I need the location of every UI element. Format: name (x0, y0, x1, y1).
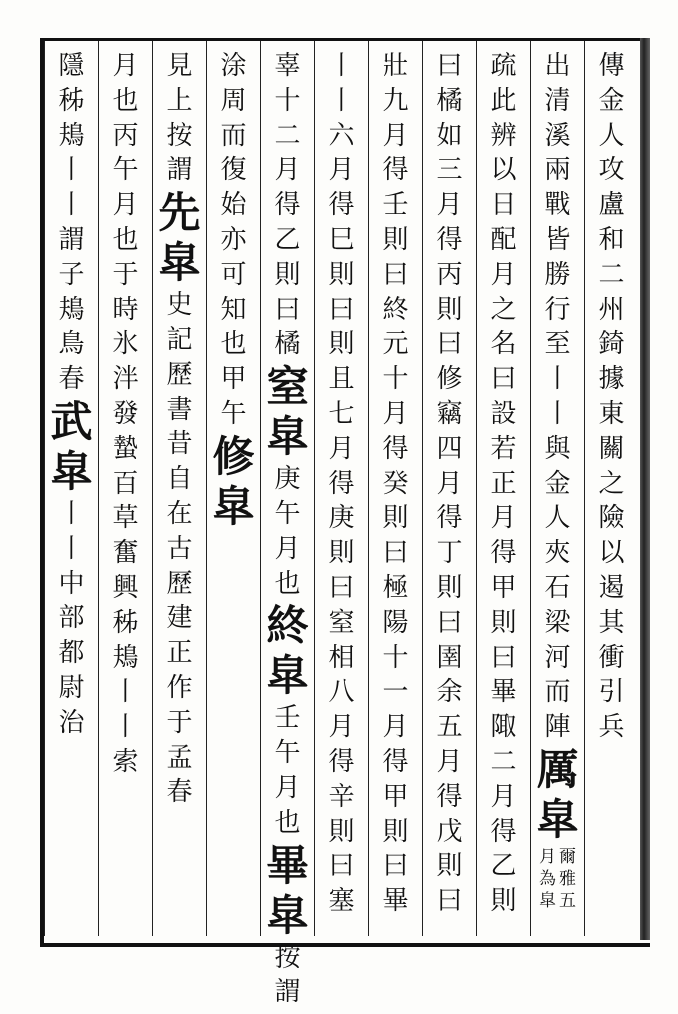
headword: 修 皐 (212, 431, 255, 531)
headword: 畢 皐 (266, 840, 309, 940)
text-run: 涂 周 而 復 始 亦 可 知 也 (220, 51, 247, 360)
headword: 終 皐 (266, 601, 309, 701)
text-column-1 (584, 41, 638, 936)
text-run: 庚 午 月 也 (274, 464, 301, 599)
text-run: 疏 此 辨 以 日 配 月 之 名 曰 設 若 正 月 得 甲 則 曰 畢 陬 二 月 得 乙 則 (490, 51, 517, 917)
headword: 厲 皐 (536, 744, 579, 844)
annotation (538, 846, 578, 915)
text-run: 傳 金 人 攻 盧 和 二 州 錡 據 東 關 之 險 以 遏 其 衝 引 兵 (598, 51, 625, 743)
text-run: 辜 十 二 月 得 乙 則 曰 橘 (274, 51, 301, 360)
text-run: 壯 九 月 得 壬 則 曰 終 元 十 月 得 癸 則 曰 極 陽 十 一 月 得 甲 則 曰 畢 (382, 51, 409, 917)
text-run: 出 清 溪 兩 戰 皆 勝 行 至 丨 丨 與 金 人 夾 石 梁 河 而 陣 (544, 51, 571, 743)
text-column-3 (476, 41, 530, 936)
text-column-5 (368, 41, 422, 936)
text-run: 丙 午 月 也 (112, 120, 139, 255)
text-column-4 (422, 41, 476, 936)
text-column-7 (260, 41, 314, 1008)
text-column-8 (206, 41, 260, 936)
text-run: 月 也 (112, 51, 139, 116)
text-run: 按 謂 (274, 942, 301, 1008)
text-run: 隱 秭 鳺 丨 丨 謂 子 鳺 鳥 春 (58, 51, 85, 395)
headword: 武 皐 (50, 396, 93, 496)
text-run: 史 記 歷 書 昔 自 在 古 歷 建 正 作 于 孟 春 (166, 290, 193, 808)
annotation-line: 月 為 皐 (539, 846, 556, 911)
headword: 窒 皐 (266, 362, 309, 462)
text-grid (44, 41, 640, 1008)
headword: 先 皐 (158, 188, 201, 288)
annotation-line: 爾 雅 五 (559, 846, 576, 911)
text-run: 曰 橘 如 三 月 得 丙 則 曰 修 竊 四 月 得 丁 則 曰 圉 余 五 月 得 戊 則 曰 (436, 51, 463, 917)
text-run: 于 時 氷 泮 發 蟄 百 草 奮 興 秭 鳺 丨 丨 索 (112, 259, 139, 777)
text-column-9 (152, 41, 206, 936)
text-run: 壬 午 月 也 (274, 703, 301, 838)
text-column-6 (314, 41, 368, 936)
text-run: 丨 丨 六 月 得 巳 則 曰 則 且 七 月 得 庚 則 曰 窒 相 八 月 得 辛 則 曰 塞 (328, 51, 355, 917)
text-run: 甲 午 (220, 364, 247, 429)
binding-edge (640, 38, 650, 940)
text-run: 丨 丨 中 部 都 尉 治 (58, 498, 85, 738)
text-column-11 (44, 41, 98, 936)
text-column-2 (530, 41, 584, 936)
text-column-10 (98, 41, 152, 936)
text-run: 見 上 按 謂 (166, 51, 193, 186)
